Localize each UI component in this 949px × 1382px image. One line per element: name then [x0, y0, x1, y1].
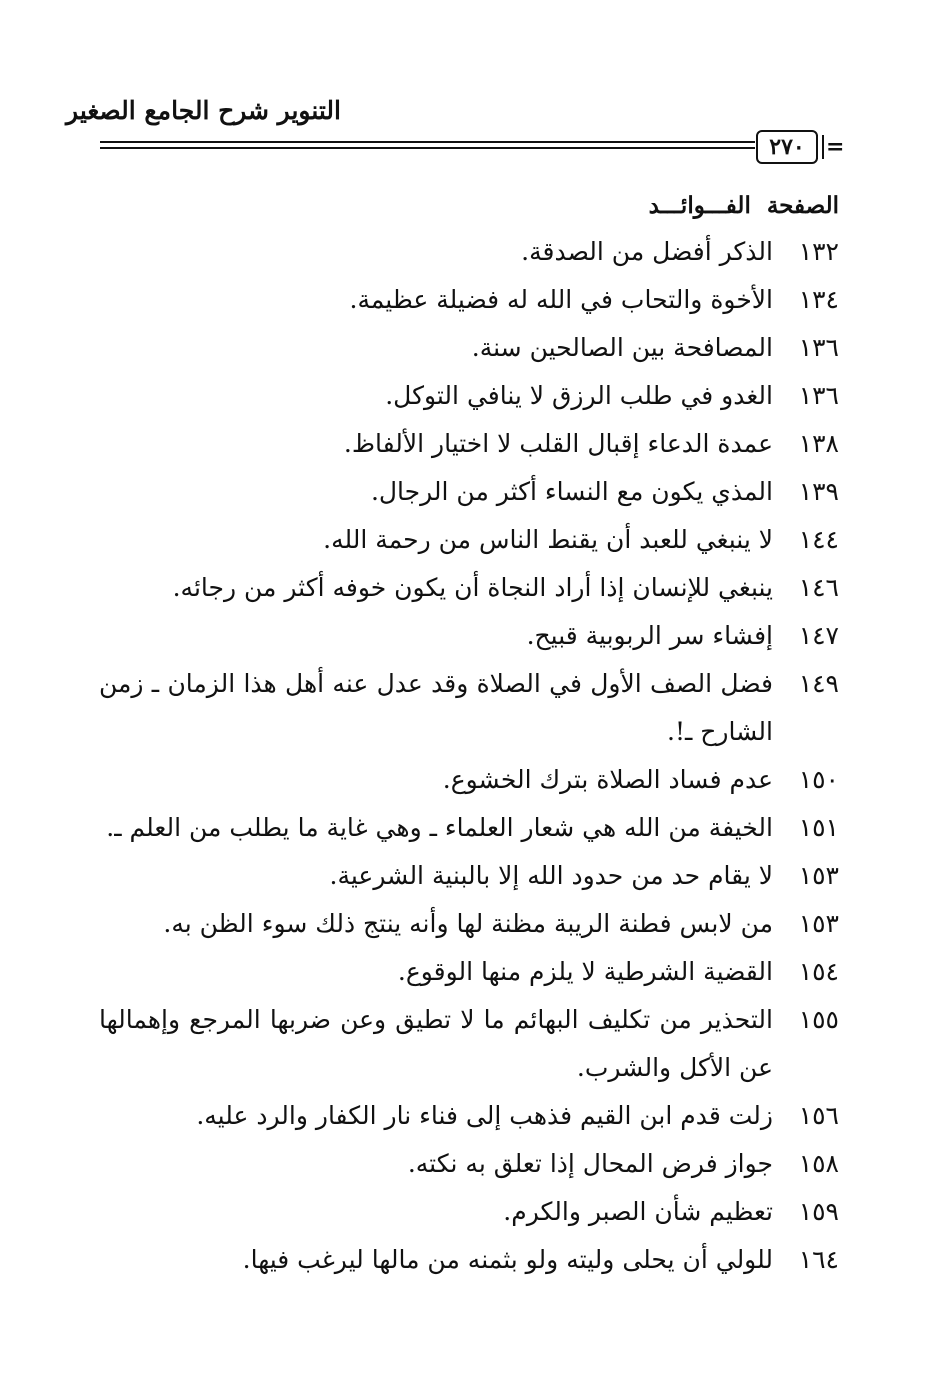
entry-page-number: ١٣٦ — [798, 381, 839, 410]
entry-text: للولي أن يحلى وليته ولو بثمنه من مالها ليرغب فيها. — [242, 1245, 773, 1274]
list-item — [99, 1092, 839, 1140]
list-item — [99, 612, 839, 660]
entry-text: تعظيم شأن الصبر والكرم. — [503, 1197, 773, 1226]
entry-page-number: ١٥٨ — [798, 1149, 839, 1178]
benefits-column-label: الفـــوائـــد — [648, 192, 751, 219]
entry-text: عدم فساد الصلاة بترك الخشوع. — [442, 765, 773, 794]
entry-text: فضل الصف الأول في الصلاة وقد عدل عنه أهل هذا الزمان ـ زمن الشارح ـ!. — [99, 669, 773, 746]
list-item — [99, 564, 839, 612]
list-item — [99, 852, 839, 900]
page-number: ٢٧٠ — [769, 134, 805, 160]
list-item — [99, 804, 839, 852]
entry-page-number: ١٤٦ — [798, 573, 839, 602]
list-item — [99, 228, 839, 276]
entry-text: من لابس فطنة الريبة مظنة لها وأنه ينتج ذلك سوء الظن به. — [163, 909, 773, 938]
entry-text: إفشاء سر الربوبية قبيح. — [526, 621, 773, 650]
list-item — [99, 900, 839, 948]
entry-page-number: ١٣٦ — [798, 333, 839, 362]
list-item — [99, 660, 839, 756]
list-item — [99, 468, 839, 516]
list-item — [99, 948, 839, 996]
entry-page-number: ١٣٢ — [798, 237, 839, 266]
entry-page-number: ١٣٨ — [798, 429, 839, 458]
entry-text: لا يقام حد من حدود الله إلا بالبنية الشرعية. — [329, 861, 773, 890]
entry-text: المذي يكون مع النساء أكثر من الرجال. — [370, 477, 773, 506]
header-rule-bottom — [100, 147, 755, 149]
column-headings — [649, 192, 839, 219]
list-item — [99, 1140, 839, 1188]
entry-text: الذكر أفضل من الصدقة. — [521, 237, 773, 266]
entry-page-number: ١٥٤ — [798, 957, 839, 986]
entry-page-number: ١٥٩ — [798, 1197, 839, 1226]
entry-text: ينبغي للإنسان إذا أراد النجاة أن يكون خوفه أكثر من رجائه. — [172, 573, 773, 602]
header-rule-top — [100, 141, 755, 143]
entry-text: عمدة الدعاء إقبال القلب لا اختيار الألفاظ. — [343, 429, 773, 458]
entry-text: الأخوة والتحاب في الله له فضيلة عظيمة. — [349, 285, 773, 314]
entry-text: الخيفة من الله هي شعار العلماء ـ وهي غاية ما يطلب من العلم ـ. — [106, 813, 773, 842]
entry-page-number: ١٦٤ — [798, 1245, 839, 1274]
entry-text: لا ينبغي للعبد أن يقنط الناس من رحمة الله. — [323, 525, 773, 554]
entry-page-number: ١٥٣ — [798, 909, 839, 938]
entry-page-number: ١٥٦ — [798, 1101, 839, 1130]
list-item — [99, 756, 839, 804]
entry-page-number: ١٣٤ — [798, 285, 839, 314]
list-item — [99, 372, 839, 420]
entry-text: زلت قدم ابن القيم فذهب إلى فناء نار الكفار والرد عليه. — [196, 1101, 773, 1130]
list-item — [99, 516, 839, 564]
entry-page-number: ١٥٥ — [798, 1005, 839, 1034]
page-number-box — [756, 130, 818, 164]
header-mark: = — [826, 134, 845, 160]
running-title: التنوير شرح الجامع الصغير — [66, 96, 341, 125]
list-item — [99, 324, 839, 372]
entry-text: جواز فرض المحال إذا تعلق به نكته. — [407, 1149, 773, 1178]
entry-text: الغدو في طلب الرزق لا ينافي التوكل. — [385, 381, 773, 410]
list-item — [99, 996, 839, 1092]
entry-page-number: ١٥٣ — [798, 861, 839, 890]
entry-page-number: ١٤٧ — [798, 621, 839, 650]
entry-text: المصافحة بين الصالحين سنة. — [471, 333, 773, 362]
entry-text: التحذير من تكليف البهائم ما لا تطيق وعن ضربها المرجع وإهمالها عن الأكل والشرب. — [99, 1005, 773, 1082]
list-item — [99, 276, 839, 324]
list-item — [99, 420, 839, 468]
entry-page-number: ١٤٤ — [798, 525, 839, 554]
entry-page-number: ١٤٩ — [798, 669, 839, 698]
list-item — [99, 1188, 839, 1236]
entry-page-number: ١٥٠ — [798, 765, 839, 794]
benefits-list — [99, 228, 839, 1284]
list-item — [99, 1236, 839, 1284]
page-column-label: الصفحة — [766, 192, 839, 219]
entry-page-number: ١٥١ — [798, 813, 839, 842]
entry-page-number: ١٣٩ — [798, 477, 839, 506]
entry-text: القضية الشرطية لا يلزم منها الوقوع. — [397, 957, 773, 986]
